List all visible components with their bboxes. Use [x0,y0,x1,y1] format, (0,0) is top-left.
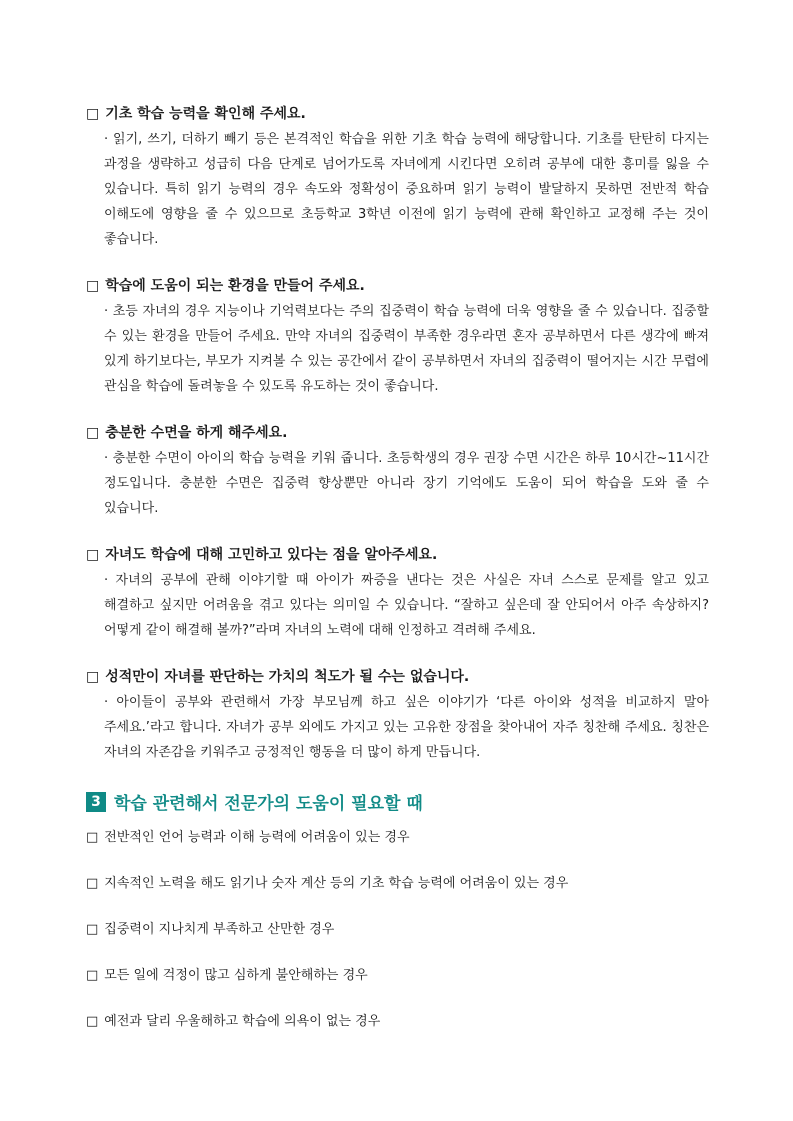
section-title: 학습 관련해서 전문가의 도움이 필요할 때 [114,794,423,814]
checklist-item-text: 예전과 달리 우울해하고 학습에 의욕이 없는 경우 [104,1014,381,1029]
checklist-item-text: 모든 일에 걱정이 많고 심하게 불안해하는 경우 [104,968,368,983]
checkbox-icon: □ [86,830,99,845]
tip-basic-learning [86,104,709,252]
tip-title [86,667,709,687]
tip-body: · 충분한 수면이 아이의 학습 능력을 키워 줍니다. 초등학생의 경우 권장 수면 시간은 하루 10시간~11시간 정도입니다. 충분한 수면은 집중력 향상뿐만 아니라 장기 기억에도 도움이 되어 학습을 도와 줄 수 있습니다. [104,451,709,516]
tip-title-text: 자녀도 학습에 대해 고민하고 있다는 점을 알아주세요. [105,547,438,563]
checklist-item [86,874,709,894]
checkbox-icon: □ [86,669,100,685]
checklist-item [86,920,709,940]
checklist-item-text: 집중력이 지나치게 부족하고 산만한 경우 [104,922,335,937]
checkbox-icon: □ [86,968,99,983]
checkbox-icon: □ [86,547,100,563]
section-number-badge: 3 [86,792,106,812]
tip-title [86,104,709,124]
checkbox-icon: □ [86,1014,99,1029]
tip-title-text: 기초 학습 능력을 확인해 주세요. [105,106,306,122]
tip-title-text: 성적만이 자녀를 판단하는 가치의 척도가 될 수는 없습니다. [105,669,470,685]
checklist-item [86,966,709,986]
checklist-item [86,1012,709,1032]
tip-grades-not-measure [86,667,709,765]
checklist-item-text: 전반적인 언어 능력과 이해 능력에 어려움이 있는 경우 [104,830,410,845]
checkbox-icon: □ [86,876,99,891]
tip-title [86,423,709,443]
checkbox-icon: □ [86,922,99,937]
checklist-item [86,828,709,848]
tip-body: · 읽기, 쓰기, 더하기 빼기 등은 본격적인 학습을 위한 기초 학습 능력에 해당합니다. 기초를 탄탄히 다지는 과정을 생략하고 성급히 다음 단계로 넘어가도록 자녀에게 시킨다면 오히려 공부에 대한 흥미를 잃을 수 있습니다. 특히 읽기 능력의 경우 속도와 정확성이 중요하며 읽기 능력이 발달하지 못하면 전반적 학습 이해도에 영향을 줄 수 있으므로 초등학교 3학년 이전에 읽기 능력에 관해 확인하고 교정해 주는 것이 좋습니다. [104,132,709,247]
tip-sleep [86,423,709,521]
checkbox-icon: □ [86,106,100,122]
tip-body: · 초등 자녀의 경우 지능이나 기억력보다는 주의 집중력이 학습 능력에 더욱 영향을 줄 수 있습니다. 집중할 수 있는 환경을 만들어 주세요. 만약 자녀의 집중력이 부족한 경우라면 혼자 공부하면서 다른 생각에 빠져 있게 하기보다는, 부모가 지켜볼 수 있는 공간에서 같이 공부하면서 자녀의 집중력이 떨어지는 시간 무렵에 관심을 학습에 돌려놓을 수 있도록 유도하는 것이 좋습니다. [104,304,709,394]
tip-title [86,276,709,296]
tip-title-text: 학습에 도움이 되는 환경을 만들어 주세요. [105,278,365,294]
section-heading [86,789,709,814]
tip-title [86,545,709,565]
tip-learning-environment [86,276,709,399]
tip-body: · 아이들이 공부와 관련해서 가장 부모님께 하고 싶은 이야기가 ‘다른 아이와 성적을 비교하지 말아 주세요.’라고 합니다. 자녀가 공부 외에도 가지고 있는 고유한 장점을 찾아내어 자주 칭찬해 주세요. 칭찬은 자녀의 자존감을 키워주고 긍정적인 행동을 더 많이 하게 만듭니다. [104,695,709,760]
tip-title-text: 충분한 수면을 하게 해주세요. [105,425,288,441]
checklist-item-text: 지속적인 노력을 해도 읽기나 숫자 계산 등의 기초 학습 능력에 어려움이 있는 경우 [104,876,569,891]
tip-body: · 자녀의 공부에 관해 이야기할 때 아이가 짜증을 낸다는 것은 사실은 자녀 스스로 문제를 알고 있고 해결하고 싶지만 어려움을 겪고 있다는 의미일 수 있습니다. “잘하고 싶은데 잘 안되어서 아주 속상하지? 어떻게 같이 해결해 볼까?”라며 자녀의 노력에 대해 인정하고 격려해 주세요. [104,573,709,638]
checkbox-icon: □ [86,278,100,294]
checkbox-icon: □ [86,425,100,441]
tip-child-concerns [86,545,709,643]
